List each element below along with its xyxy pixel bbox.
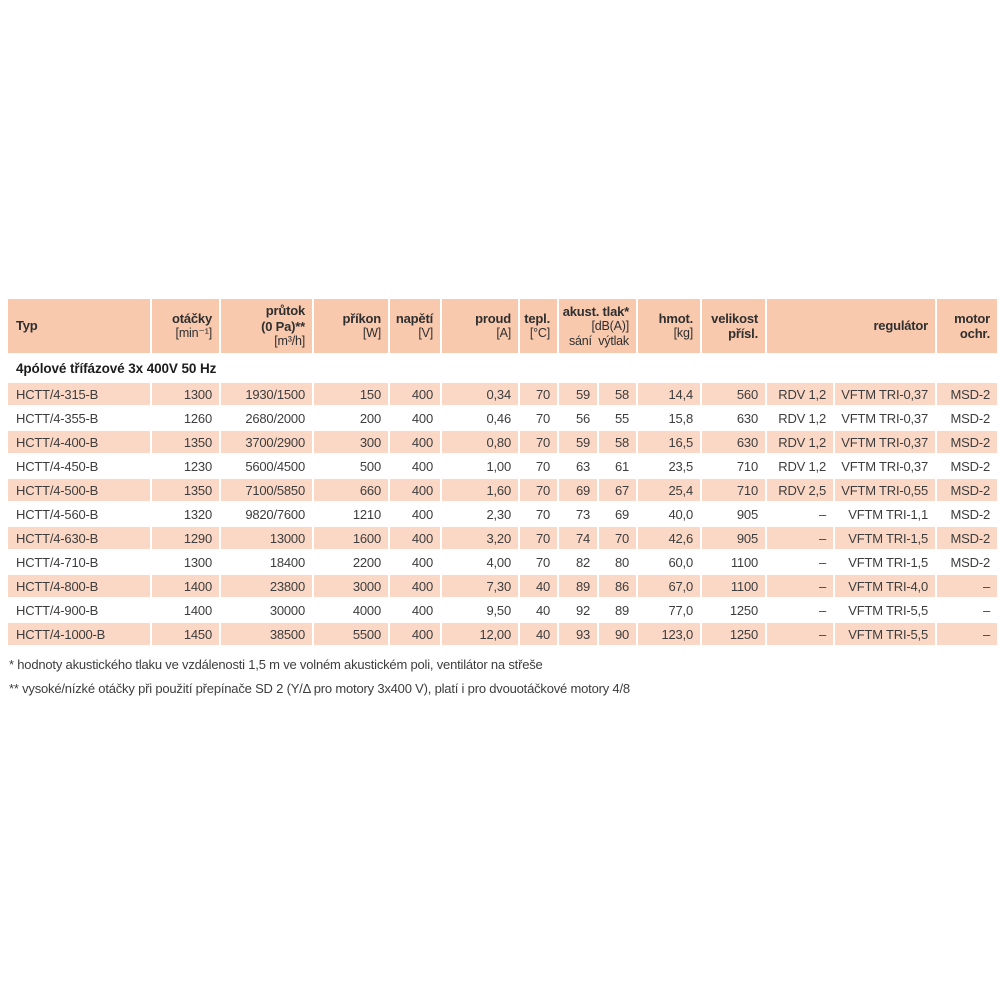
cell-velikost: 1250	[729, 602, 758, 618]
cell-tepl: 70	[535, 506, 550, 522]
col-unit: [dB(A)]	[591, 318, 629, 333]
cell-otacky: 1350	[152, 479, 219, 501]
cell-vytlak: 55	[614, 410, 629, 426]
cell-otacky: 1350	[152, 431, 219, 453]
cell-hmot: 15,8	[668, 410, 693, 426]
cell-motor-ochr: –	[937, 575, 997, 597]
col-unit: [kg]	[673, 326, 693, 341]
cell-velikost: 905	[702, 527, 765, 549]
cell-otacky: 1260	[183, 410, 212, 426]
cell-typ: HCTT/4-900-B	[16, 602, 99, 618]
cell-prikon: 4000	[352, 602, 381, 618]
col-unit: [V]	[418, 326, 433, 341]
cell-napeti: 400	[411, 410, 433, 426]
table-row	[8, 383, 997, 405]
cell-prikon: 660	[314, 479, 388, 501]
header-row	[8, 299, 997, 353]
col-title: motor	[954, 310, 990, 326]
cell-tepl: 40	[535, 602, 550, 618]
spec-table-container	[6, 297, 999, 647]
cell-rdv: –	[818, 602, 826, 618]
col-header-otacky	[152, 299, 219, 353]
cell-prikon: 3000	[314, 575, 388, 597]
cell-rdv: –	[818, 506, 826, 522]
cell-otacky: 1300	[152, 383, 219, 405]
cell-typ: HCTT/4-315-B	[8, 383, 150, 405]
cell-hmot: 25,4	[638, 479, 700, 501]
cell-velikost: 630	[736, 410, 758, 426]
cell-tepl: 70	[535, 458, 550, 474]
cell-vytlak: 58	[599, 431, 636, 453]
col-header-prutok	[221, 299, 312, 353]
table-body	[8, 355, 997, 645]
cell-prutok: 9820/7600	[245, 506, 305, 522]
col-header-tepl	[520, 299, 557, 353]
cell-vytlak: 89	[614, 602, 629, 618]
cell-vftm: VFTM TRI-1,1	[848, 506, 928, 522]
cell-tepl: 70	[535, 554, 550, 570]
cell-motor-ochr: –	[937, 623, 997, 645]
col-header-prikon	[314, 299, 388, 353]
cell-prutok: 3700/2900	[221, 431, 312, 453]
col-title: velikost	[711, 310, 758, 326]
cell-napeti: 400	[411, 602, 433, 618]
cell-motor-ochr: –	[982, 602, 990, 618]
cell-prikon: 1210	[352, 506, 381, 522]
cell-prutok: 30000	[269, 602, 305, 618]
cell-rdv: RDV 1,2	[767, 431, 833, 453]
cell-sani: 92	[575, 602, 590, 618]
cell-rdv: –	[767, 575, 833, 597]
cell-napeti: 400	[390, 527, 440, 549]
cell-otacky: 1300	[183, 554, 212, 570]
cell-sani: 59	[559, 383, 597, 405]
cell-prikon: 200	[359, 410, 381, 426]
table-row	[8, 431, 997, 453]
subcol-sani: sání	[569, 333, 592, 348]
cell-sani: 63	[575, 458, 590, 474]
cell-velikost: 560	[702, 383, 765, 405]
cell-otacky: 1290	[152, 527, 219, 549]
cell-tepl: 70	[520, 383, 557, 405]
table-row	[8, 551, 997, 573]
cell-napeti: 400	[390, 431, 440, 453]
cell-prutok: 23800	[221, 575, 312, 597]
cell-otacky: 1320	[183, 506, 212, 522]
cell-hmot: 40,0	[668, 506, 693, 522]
col-header-proud	[442, 299, 518, 353]
cell-vftm: VFTM TRI-0,37	[841, 410, 928, 426]
cell-typ: HCTT/4-450-B	[16, 458, 99, 474]
cell-typ: HCTT/4-355-B	[16, 410, 99, 426]
footnote-2: ** vysoké/nízké otáčky při použití přepínače SD 2 (Y/Δ pro motory 3x400 V), platí i pro dvouotáčkové motory 4/8	[9, 681, 630, 696]
cell-typ: HCTT/4-400-B	[8, 431, 150, 453]
cell-tepl: 40	[520, 623, 557, 645]
cell-hmot: 60,0	[668, 554, 693, 570]
cell-proud: 2,30	[486, 506, 511, 522]
col-header-typ	[8, 299, 150, 353]
cell-vftm: VFTM TRI-1,5	[848, 554, 928, 570]
cell-proud: 0,34	[442, 383, 518, 405]
cell-otacky: 1450	[152, 623, 219, 645]
col-title: hmot.	[658, 310, 693, 326]
cell-hmot: 14,4	[638, 383, 700, 405]
cell-velikost: 905	[736, 506, 758, 522]
col-title-2: (0 Pa)**	[261, 318, 305, 334]
cell-prikon: 500	[359, 458, 381, 474]
cell-sani: 56	[575, 410, 590, 426]
cell-motor-ochr: MSD-2	[950, 458, 990, 474]
section-header-row	[8, 355, 997, 381]
col-header-motor-ochr	[937, 299, 997, 353]
cell-motor-ochr: MSD-2	[937, 527, 997, 549]
col-header-velikost	[702, 299, 765, 353]
cell-vytlak: 61	[614, 458, 629, 474]
cell-motor-ochr: MSD-2	[937, 431, 997, 453]
cell-prikon: 1600	[314, 527, 388, 549]
cell-vytlak: 70	[599, 527, 636, 549]
cell-prutok: 1930/1500	[221, 383, 312, 405]
cell-sani: 69	[559, 479, 597, 501]
cell-prutok: 5600/4500	[245, 458, 305, 474]
table-row	[8, 575, 997, 597]
table-row	[8, 503, 997, 525]
cell-napeti: 400	[411, 458, 433, 474]
cell-sani: 93	[559, 623, 597, 645]
cell-napeti: 400	[411, 506, 433, 522]
table-row	[8, 407, 997, 429]
cell-sani: 89	[559, 575, 597, 597]
cell-sani: 74	[559, 527, 597, 549]
cell-velikost: 1100	[730, 554, 758, 570]
cell-rdv: –	[767, 623, 833, 645]
cell-rdv: RDV 1,2	[778, 410, 826, 426]
col-unit: [°C]	[529, 326, 550, 341]
cell-tepl: 70	[520, 479, 557, 501]
cell-typ: HCTT/4-630-B	[8, 527, 150, 549]
cell-rdv: RDV 1,2	[767, 383, 833, 405]
col-title-2: ochr.	[959, 326, 990, 341]
cell-proud: 3,20	[442, 527, 518, 549]
cell-proud: 12,00	[442, 623, 518, 645]
cell-rdv: –	[818, 554, 826, 570]
cell-hmot: 67,0	[638, 575, 700, 597]
cell-hmot: 77,0	[668, 602, 693, 618]
cell-vftm: VFTM TRI-1,5	[835, 527, 935, 549]
cell-prutok: 38500	[221, 623, 312, 645]
cell-tepl: 70	[535, 410, 550, 426]
footnote-1: * hodnoty akustického tlaku ve vzdálenosti 1,5 m ve volném akustickém poli, ventilátor na střeše	[9, 657, 543, 672]
cell-typ: HCTT/4-560-B	[16, 506, 99, 522]
col-unit: [W]	[362, 326, 381, 341]
cell-proud: 9,50	[486, 602, 511, 618]
cell-vftm: VFTM TRI-5,5	[848, 602, 928, 618]
cell-proud: 7,30	[442, 575, 518, 597]
cell-motor-ochr: MSD-2	[950, 506, 990, 522]
cell-proud: 1,00	[486, 458, 511, 474]
col-subheaders	[561, 334, 629, 349]
subcol-vytlak: výtlak	[598, 333, 629, 348]
cell-napeti: 400	[390, 575, 440, 597]
col-title: otáčky	[172, 310, 212, 326]
cell-hmot: 16,5	[638, 431, 700, 453]
table-header	[8, 299, 997, 353]
cell-vftm: VFTM TRI-5,5	[835, 623, 935, 645]
cell-vytlak: 58	[599, 383, 636, 405]
cell-velikost: 710	[702, 479, 765, 501]
cell-vftm: VFTM TRI-0,37	[835, 383, 935, 405]
table-row	[8, 479, 997, 501]
cell-vftm: VFTM TRI-4,0	[835, 575, 935, 597]
cell-sani: 82	[575, 554, 590, 570]
cell-sani: 73	[575, 506, 590, 522]
cell-vytlak: 69	[614, 506, 629, 522]
cell-prutok: 13000	[221, 527, 312, 549]
col-header-hmot	[638, 299, 700, 353]
cell-prikon: 2200	[352, 554, 381, 570]
col-header-napeti	[390, 299, 440, 353]
col-title: Typ	[16, 318, 38, 334]
cell-velikost: 630	[702, 431, 765, 453]
cell-prikon: 300	[314, 431, 388, 453]
cell-velikost: 710	[736, 458, 758, 474]
cell-motor-ochr: MSD-2	[937, 479, 997, 501]
cell-typ: HCTT/4-500-B	[8, 479, 150, 501]
cell-vftm: VFTM TRI-0,37	[841, 458, 928, 474]
cell-prutok: 18400	[269, 554, 305, 570]
cell-vftm: VFTM TRI-0,37	[835, 431, 935, 453]
col-unit: [A]	[496, 326, 511, 341]
cell-napeti: 400	[411, 554, 433, 570]
cell-tepl: 70	[520, 431, 557, 453]
cell-otacky: 1230	[183, 458, 212, 474]
table-row	[8, 623, 997, 645]
cell-proud: 1,60	[442, 479, 518, 501]
cell-vytlak: 67	[599, 479, 636, 501]
cell-proud: 0,80	[442, 431, 518, 453]
cell-motor-ochr: MSD-2	[937, 383, 997, 405]
cell-napeti: 400	[390, 479, 440, 501]
col-header-akust-tlak	[559, 299, 636, 353]
col-title: napětí	[395, 310, 433, 326]
col-unit: [min⁻¹]	[175, 326, 212, 341]
cell-typ: HCTT/4-710-B	[16, 554, 99, 570]
col-title: proud	[475, 310, 511, 326]
cell-vytlak: 90	[599, 623, 636, 645]
cell-prikon: 150	[314, 383, 388, 405]
cell-velikost: 1100	[702, 575, 765, 597]
cell-prutok: 7100/5850	[221, 479, 312, 501]
cell-proud: 0,46	[486, 410, 511, 426]
cell-sani: 59	[559, 431, 597, 453]
cell-typ: HCTT/4-800-B	[8, 575, 150, 597]
cell-rdv: RDV 1,2	[778, 458, 826, 474]
table-row	[8, 455, 997, 477]
cell-hmot: 23,5	[668, 458, 693, 474]
col-title-2: přísl.	[728, 326, 758, 341]
cell-rdv: –	[767, 527, 833, 549]
cell-napeti: 400	[390, 623, 440, 645]
cell-tepl: 70	[520, 527, 557, 549]
cell-motor-ochr: MSD-2	[950, 554, 990, 570]
cell-otacky: 1400	[183, 602, 212, 618]
cell-rdv: RDV 2,5	[767, 479, 833, 501]
cell-prikon: 5500	[314, 623, 388, 645]
col-unit: [m³/h]	[274, 333, 305, 348]
cell-vytlak: 86	[599, 575, 636, 597]
cell-hmot: 123,0	[638, 623, 700, 645]
table-row	[8, 527, 997, 549]
fan-spec-table	[6, 297, 999, 647]
col-title: příkon	[342, 310, 381, 326]
col-title: průtok	[265, 303, 305, 319]
cell-napeti: 400	[390, 383, 440, 405]
section-title: 4pólové třífázové 3x 400V 50 Hz	[8, 355, 997, 381]
col-header-regulator	[767, 299, 935, 353]
col-title: akust. tlak*	[562, 303, 629, 319]
cell-vytlak: 80	[614, 554, 629, 570]
cell-hmot: 42,6	[638, 527, 700, 549]
col-title: regulátor	[873, 318, 928, 334]
cell-velikost: 1250	[702, 623, 765, 645]
table-row	[8, 599, 997, 621]
cell-otacky: 1400	[152, 575, 219, 597]
col-title: tepl.	[524, 310, 550, 326]
cell-prutok: 2680/2000	[245, 410, 305, 426]
cell-typ: HCTT/4-1000-B	[8, 623, 150, 645]
cell-motor-ochr: MSD-2	[950, 410, 990, 426]
cell-vftm: VFTM TRI-0,55	[835, 479, 935, 501]
footnotes	[9, 653, 630, 701]
cell-tepl: 40	[520, 575, 557, 597]
cell-proud: 4,00	[486, 554, 511, 570]
